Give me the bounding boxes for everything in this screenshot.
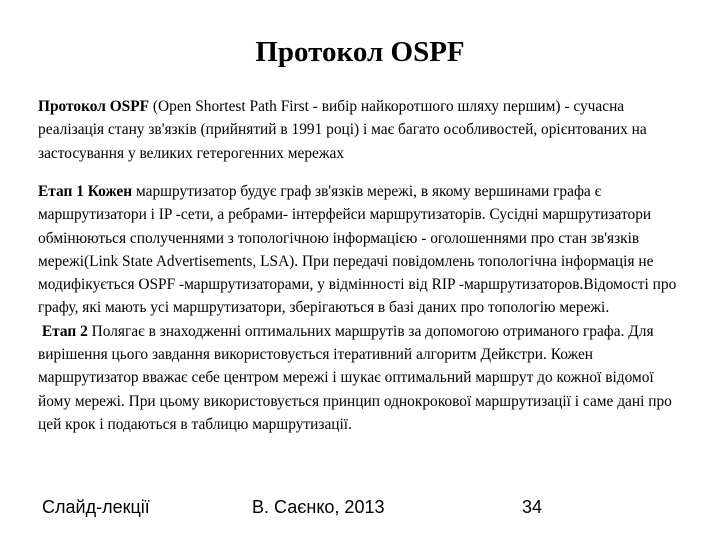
- footer-author: В. Саєнко, 2013: [252, 497, 385, 517]
- intro-paragraph: [38, 95, 690, 165]
- footer-lecture-label: Слайд-лекції: [42, 497, 150, 517]
- footer-page-number: 34: [522, 497, 543, 517]
- stages-block: [38, 180, 690, 436]
- stage1-paragraph: [38, 180, 690, 320]
- stage1-text: маршрутизатор будує граф зв'язків мережі, в якому вершинами графа є маршрутизатори і IP -сети, а ребрами- інтерфейси маршрутизаторів. Сусідні маршрутизатори обмінюються сполученнями з топологічною інформацією - оголошеннями про стан зв'язків мережі(Link State Advertisements, LSA). При передачі повідомлень топологічна інформація не модифікується OSPF -маршрутизаторами, у відмінності від RIP -маршрутизаторов.Відомості про графу, які мають усі маршрутизатори, зберігаються в базі даних про топологію мережі.: [38, 183, 677, 317]
- intro-lead: Протокол OSPF: [38, 98, 150, 115]
- intro-text: (Open Shortest Path First - вибір найкоротшого шляху першим) - сучасна реалізація стану зв'язків (прийнятий в 1991 році) і має багато особливостей, орієнтованих на застосування у великих гетерогенних мережах: [38, 98, 647, 162]
- stage2-text: Полягає в знаходженні оптимальних маршрутів за допомогою отриманого графа. Для вирішення цього завдання використовується ітеративний алгоритм Дейкстри. Кожен маршрутизатор вважає себе центром мережі і шукає оптимальний маршрут до кожної відомої йому мережі. При цьому використовується принцип однокрокової маршрутизації і саме дані про цей крок і подаються в таблицю маршрутизації.: [38, 322, 672, 433]
- stage2-paragraph: [38, 320, 690, 436]
- stage1-lead: Етап 1 Кожен: [38, 183, 133, 200]
- stage2-lead: Етап 2: [41, 322, 88, 340]
- slide-title: Протокол OSPF: [255, 36, 465, 68]
